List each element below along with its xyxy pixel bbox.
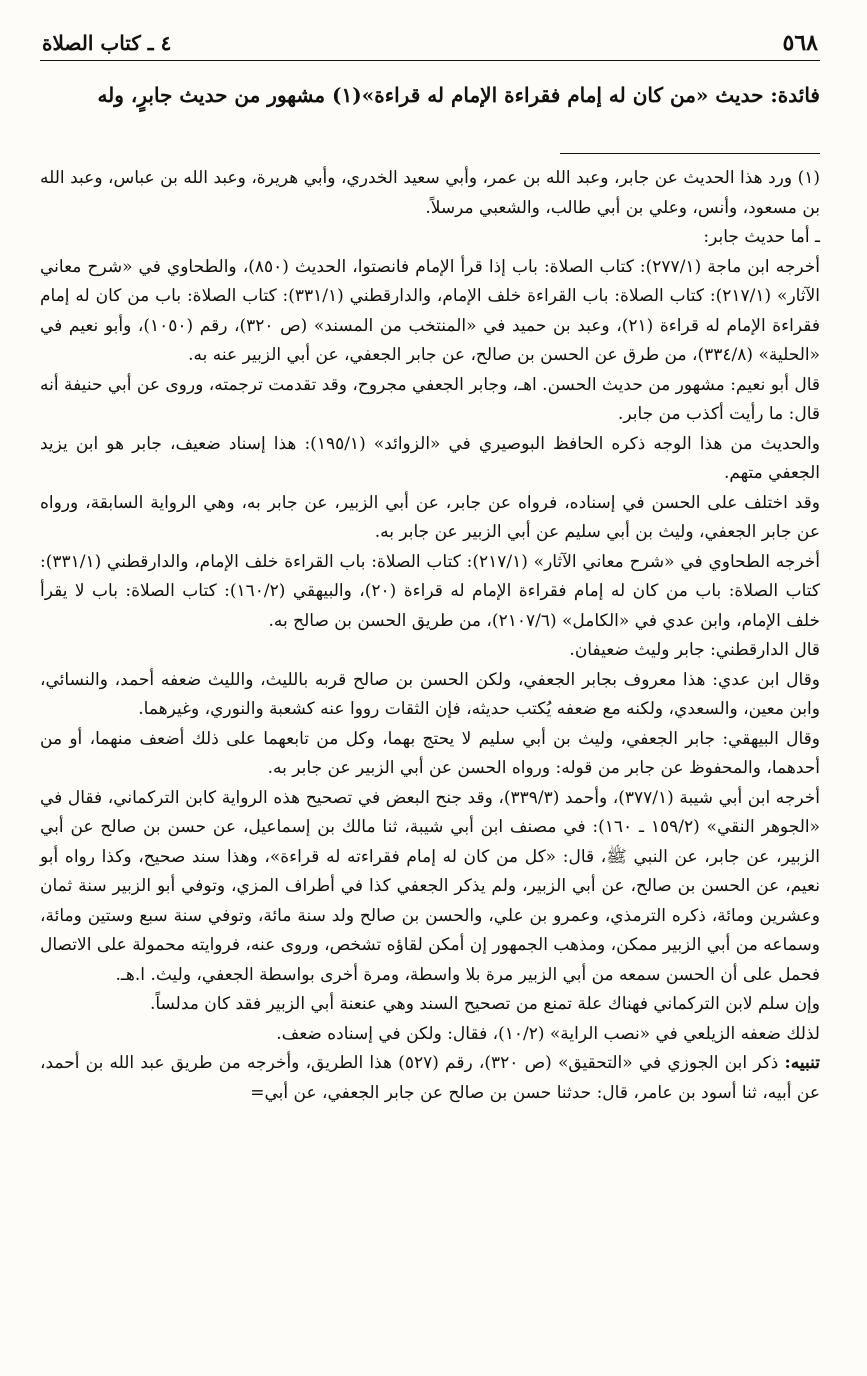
footnote-paragraph: وقال ابن عدي: هذا معروف بجابر الجعفي، ولكن الحسن بن صالح قربه بالليث، والليث ضعفه أحمد، والنسائي، وابن معين، والسعدي، ولكنه مع ضعفه يُكتب حديثه، فإن الثقات رووا عنه كشعبة والنوري، وغيرهما. [40, 669, 820, 719]
footnote-paragraph: (١) ورد هذا الحديث عن جابر، وعبد الله بن عمر، وأبي سعيد الخدري، وأبي هريرة، وعبد الله بن عباس، وعبد الله بن مسعود، وأنس، وعلي بن أبي طالب، والشعبي مرسلاً. [40, 168, 820, 218]
footnote-paragraph: وقال البيهقي: جابر الجعفي، وليث بن أبي سليم لا يحتج بهما، وكل من تابعهما على ذلك أضعف منهما، أو من أحدهما، والمحفوظ عن جابر من قوله: ورواه الحسن عن أبي الزبير عن جابر به. [40, 728, 820, 778]
main-text [40, 79, 820, 111]
footnote-paragraph: والحديث من هذا الوجه ذكره الحافظ البوصيري في «الزوائد» (١٩٥/١): هذا إسناد ضعيف، جابر هو ابن يزيد الجعفي متهم. [40, 433, 820, 483]
chapter-title: ٤ ـ كتاب الصلاة [42, 31, 172, 55]
footnote-paragraph: لذلك ضعفه الزيلعي في «نصب الراية» (١٠/٢)، فقال: ولكن في إسناده ضعف. [276, 1023, 820, 1044]
footnote-paragraph: ـ أما حديث جابر: [703, 227, 820, 247]
benefit-label: فائدة: [770, 83, 820, 107]
footnote-paragraph: تنبيه: ذكر ابن الجوزي في «التحقيق» (ص ٣٢٠)، رقم (٥٢٧) هذا الطريق، وأخرجه من طريق عبد الله بن أحمد، عن أبيه، ثنا أسود بن عامر، قال: حدثنا حسن بن صالح عن جابر الجعفي، عن أبي= [40, 1053, 821, 1103]
page-number: ٥٦٨ [782, 30, 818, 56]
footnote-paragraph: أخرجه ابن ماجة (٢٧٧/١): كتاب الصلاة: باب إذا قرأ الإمام فانصتوا، الحديث (٨٥٠)، والطحاوي في «شرح معاني الآثار» (٢١٧/١): كتاب الصلاة: باب القراءة خلف الإمام، والدارقطني (٣٣١/١): كتاب الصلاة: باب من كان له إمام فقراءة الإمام له قراءة (٢١)، وعبد بن حميد في «المنتخب من المسند» (ص ٣٢٠)، رقم (١٠٥٠)، وأبو نعيم في «الحلية» (٣٣٤/٨)، من طرق عن الحسن بن صالح، عن جابر الجعفي، عن أبي الزبير عنه به. [40, 256, 820, 365]
footnote-paragraph: أخرجه الطحاوي في «شرح معاني الآثار» (٢١٧/١): كتاب الصلاة: باب القراءة خلف الإمام، والدارقطني (٣٣١/١): كتاب الصلاة: باب من كان له إمام فقراءة الإمام له قراءة (٢٠)، والبيهقي (١٦٠/٢): كتاب الصلاة: باب لا يقرأ خلف الإمام، وابن عدي في «الكامل» (٢١٠٧/٦)، من طريق الحسن بن صالح به. [40, 551, 820, 631]
footnote-paragraph: وقد اختلف على الحسن في إسناده، فرواه عن جابر، عن أبي الزبير، عن جابر به، وهي الرواية السابقة، ورواه عن جابر الجعفي، وليث بن أبي سليم عن أبي الزبير عن جابر به. [40, 492, 820, 542]
page-header [40, 30, 820, 61]
footnote-paragraph: قال أبو نعيم: مشهور من حديث الحسن. اهـ، وجابر الجعفي مجروح، وقد تقدمت ترجمته، وروى عن أبي حنيفة أنه قال: ما رأيت أكذب من جابر. [40, 374, 820, 424]
main-paragraph: حديث «من كان له إمام فقراءة الإمام له قراءة»(١) مشهور من حديث جابرٍ، وله [97, 83, 771, 107]
footnotes [40, 164, 820, 1108]
footnote-paragraph: وإن سلم لابن التركماني فهناك علة تمنع من تصحيح السند وهي عنعنة أبي الزبير فقد كان مدلساً. [149, 994, 820, 1014]
footnote-paragraph: أخرجه ابن أبي شيبة (٣٧٧/١)، وأحمد (٣٣٩/٣)، وقد جنح البعض في تصحيح هذه الرواية كابن التركماني، فقال في «الجوهر النقي» (١٥٩/٢ ـ ١٦٠): في مصنف ابن أبي شيبة، ثنا مالك بن إسماعيل، عن حسن بن صالح عن أبي الزبير، عن جابر، عن النبي ﷺ، قال: «كل من كان له إمام فقراءته له قراءة»، وهذا سند صحيح، وكذا رواه أبو نعيم، عن الحسن بن صالح، عن أبي الزبير، ولم يذكر الجعفي كذا في أطراف المزي، وتوفي أبو الزبير سنة ثمان وعشرين ومائة، ذكره الترمذي، وعمرو بن علي، والحسن بن صالح ولد سنة مائة، وتوفي سنة سبع وستين ومائة، وسماعه من أبي الزبير ممكن، ومذهب الجمهور إن أمكن لقاؤه تشخص، وروى عنه، فروايته محمولة على الاتصال فحمل على أن الحسن سمعه من أبي الزبير مرة بلا واسطة، ومرة أخرى بواسطة الجعفي، وليث. ا.هـ. [40, 787, 820, 985]
footnote-separator [560, 153, 820, 154]
book-page [40, 30, 820, 1108]
footnote-paragraph: قال الدارقطني: جابر وليث ضعيفان. [569, 640, 820, 660]
